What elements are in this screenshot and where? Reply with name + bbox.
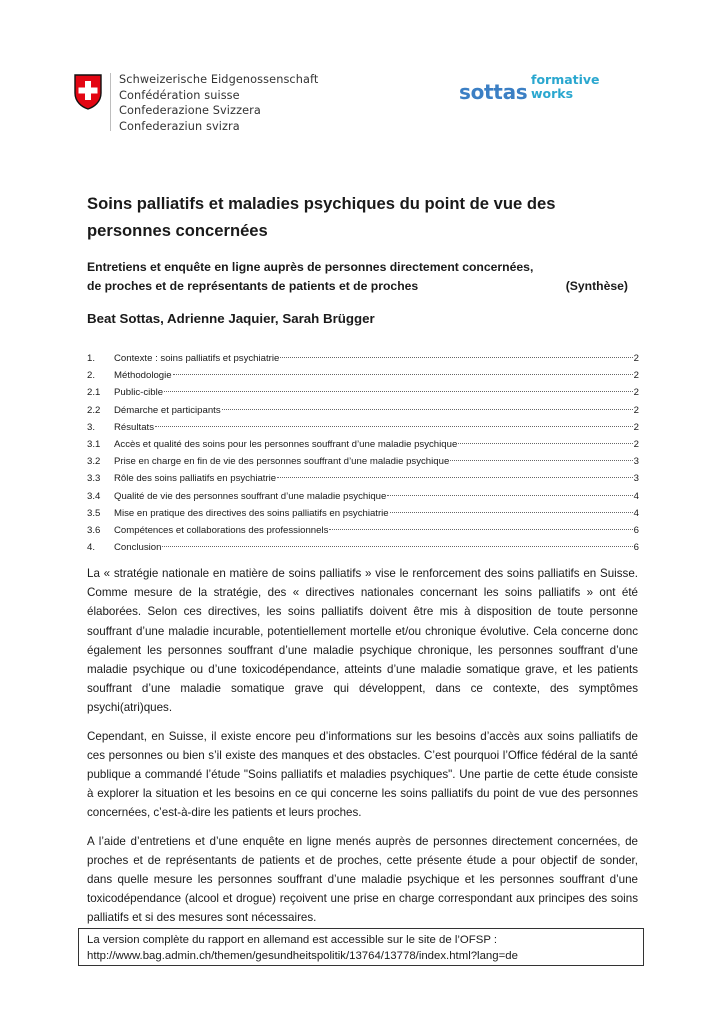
toc-entry-title: Résultats (114, 421, 154, 433)
toc-entry-title: Contexte : soins palliatifs et psychiatrie (114, 353, 280, 364)
toc-entry-number: 4. (87, 542, 96, 554)
toc-entry-page: 3 (633, 456, 639, 468)
toc-entry[interactable] (87, 367, 639, 384)
toc-entry-page: 2 (633, 438, 639, 450)
toc-entry-title: Mise en pratique des directives des soins palliatifs en psychiatrie (114, 507, 389, 519)
subtitle-line-2-row (87, 277, 628, 296)
federation-names (119, 72, 318, 134)
body-paragraph: La « stratégie nationale en matière de soins palliatifs » vise le renforcement des soins palliatifs en Suisse. Comme mesure de la stratégie, des « directives nationales concernant les soins palliatifs » ont été élaborées. Selon ces directives, les soins palliatifs doivent être mis à disposition de toute personne souffrant d’une maladie incurable, potentiellement mortelle et/ou chronique évolutive. Cela concerne donc également les personnes souffrant d’une maladie psychique chronique, les personnes souffrant d’une maladie psychique ou d’une toxicodépendance, atteints d’une maladie somatique grave, et les patients souffrant d’une maladie somatique grave qui développent, dans ce contexte, des symptômes psychi(atri)ques. (87, 567, 638, 715)
toc-entry-page: 2 (633, 421, 639, 433)
toc-leader-dots (173, 374, 633, 375)
toc-leader-dots (277, 477, 633, 478)
toc-entry-page: 4 (633, 490, 639, 502)
swiss-federation-logo (73, 73, 318, 134)
toc-entry-page: 2 (633, 370, 639, 382)
logo-divider (110, 73, 111, 131)
body-paragraph: A l’aide d’entretiens et d’une enquête en ligne menés auprès de personnes directement concernées, de proches et de représentants de patients et de proches, cette présente étude a pour objectif de sonder, dans quelle mesure les personnes souffrant d’une maladie psychique et les personnes souffrant d’une toxicodépendance (alcool et drogue) reçoivent une prise en charge correspondant aux principes des soins palliatifs et si des mesures sont nécessaires. (87, 834, 638, 925)
toc-entry-page: 2 (633, 353, 639, 364)
body-paragraph: Cependant, en Suisse, il existe encore peu d’informations sur les besoins d’accès aux soins palliatifs de ces personnes ou bien s’il existe des manques et des obstacles. C’est pourquoi l’Office fédéral de la santé publique a commandé l’étude "Soins palliatifs et maladies psychiques". Une partie de cette étude consiste à explorer la situation et les besoins en ce qui concerne les soins palliatifs du point de vue des personnes concernées, c’est-à-dire les patients et leurs proches. (87, 729, 638, 820)
toc-entry-number: 3.1 (87, 438, 101, 450)
toc-entry-page: 3 (633, 473, 639, 485)
federation-name-it: Confederazione Svizzera (119, 104, 261, 117)
toc-entry-number: 2.1 (87, 387, 101, 399)
toc-entry-number: 3.2 (87, 456, 101, 468)
toc-leader-dots (450, 460, 632, 461)
toc-entry-page: 6 (633, 524, 639, 536)
toc-leader-dots (387, 495, 632, 496)
toc-entry[interactable] (87, 453, 639, 470)
toc-leader-dots (458, 443, 632, 444)
toc-entry-number: 3. (87, 421, 96, 433)
toc-leader-dots (280, 357, 632, 358)
toc-leader-dots (329, 529, 632, 530)
toc-leader-dots (155, 426, 633, 427)
toc-entry-title: Prise en charge en fin de vie des personnes souffrant d’une maladie psychique (114, 456, 450, 468)
toc-entry-title: Rôle des soins palliatifs en psychiatrie (114, 473, 277, 485)
toc-entry[interactable] (87, 522, 639, 539)
subtitle-line-2: de proches et de représentants de patients et de proches (87, 278, 419, 293)
toc-leader-dots (390, 512, 633, 513)
report-notice-box (78, 928, 644, 966)
toc-entry[interactable] (87, 402, 639, 419)
document-title: Soins palliatifs et maladies psychiques du point de vue des personnes concernées (87, 194, 556, 240)
toc-entry[interactable] (87, 539, 639, 556)
toc-entry-page: 6 (633, 542, 639, 554)
summary-body (87, 564, 638, 937)
toc-entry[interactable] (87, 505, 639, 522)
toc-entry[interactable] (87, 436, 639, 453)
swiss-shield-icon (73, 73, 103, 111)
toc-entry-number: 1. (87, 353, 96, 364)
sottas-logo-word: sottas (459, 80, 528, 104)
sottas-logo-works: works (531, 86, 574, 101)
toc-entry[interactable] (87, 470, 639, 487)
toc-leader-dots (162, 546, 632, 547)
toc-entry-title: Qualité de vie des personnes souffrant d’une maladie psychique (114, 490, 387, 502)
notice-text: La version complète du rapport en allemand est accessible sur le site de l’OFSP : (87, 934, 498, 946)
toc-entry-title: Public-cible (114, 387, 164, 399)
toc-entry-number: 2.2 (87, 404, 101, 416)
toc-entry[interactable] (87, 488, 639, 505)
toc-entry-number: 3.4 (87, 490, 101, 502)
sottas-logo-formative: formative (531, 72, 600, 87)
toc-leader-dots (222, 409, 633, 410)
toc-entry-page: 4 (633, 507, 639, 519)
toc-entry-number: 3.3 (87, 473, 101, 485)
federation-name-rm: Confederaziun svizra (119, 119, 240, 133)
sottas-formative-works-logo (459, 72, 604, 106)
toc-entry-number: 3.6 (87, 524, 101, 536)
toc-entry-page: 2 (633, 404, 639, 416)
report-url-link[interactable]: http://www.bag.admin.ch/themen/gesundheitspolitik/13764/13778/index.html?lang=de (87, 950, 518, 962)
toc-entry-title: Accès et qualité des soins pour les personnes souffrant d’une maladie psychique (114, 438, 458, 450)
toc-entry-page: 2 (633, 387, 639, 399)
federation-name-de: Schweizerische Eidgenossenschaft (119, 73, 319, 86)
toc-entry[interactable] (87, 384, 639, 401)
toc-entry[interactable] (87, 350, 639, 367)
subtitle-line-1: Entretiens et enquête en ligne auprès de personnes directement concernées, (87, 260, 534, 274)
authors: Beat Sottas, Adrienne Jaquier, Sarah Brügger (87, 311, 375, 326)
toc-entry-title: Compétences et collaborations des professionnels (114, 524, 329, 536)
toc-entry-number: 2. (87, 370, 96, 382)
toc-entry-title: Démarche et participants (114, 404, 221, 416)
federation-name-fr: Confédération suisse (119, 88, 240, 102)
toc-entry-title: Méthodologie (114, 370, 172, 382)
document-subtitle (87, 258, 637, 295)
table-of-contents (87, 350, 639, 556)
toc-leader-dots (164, 391, 633, 392)
toc-entry[interactable] (87, 419, 639, 436)
toc-entry-title: Conclusion (114, 542, 162, 554)
subtitle-tag: (Synthèse) (565, 278, 628, 293)
toc-entry-number: 3.5 (87, 507, 101, 519)
